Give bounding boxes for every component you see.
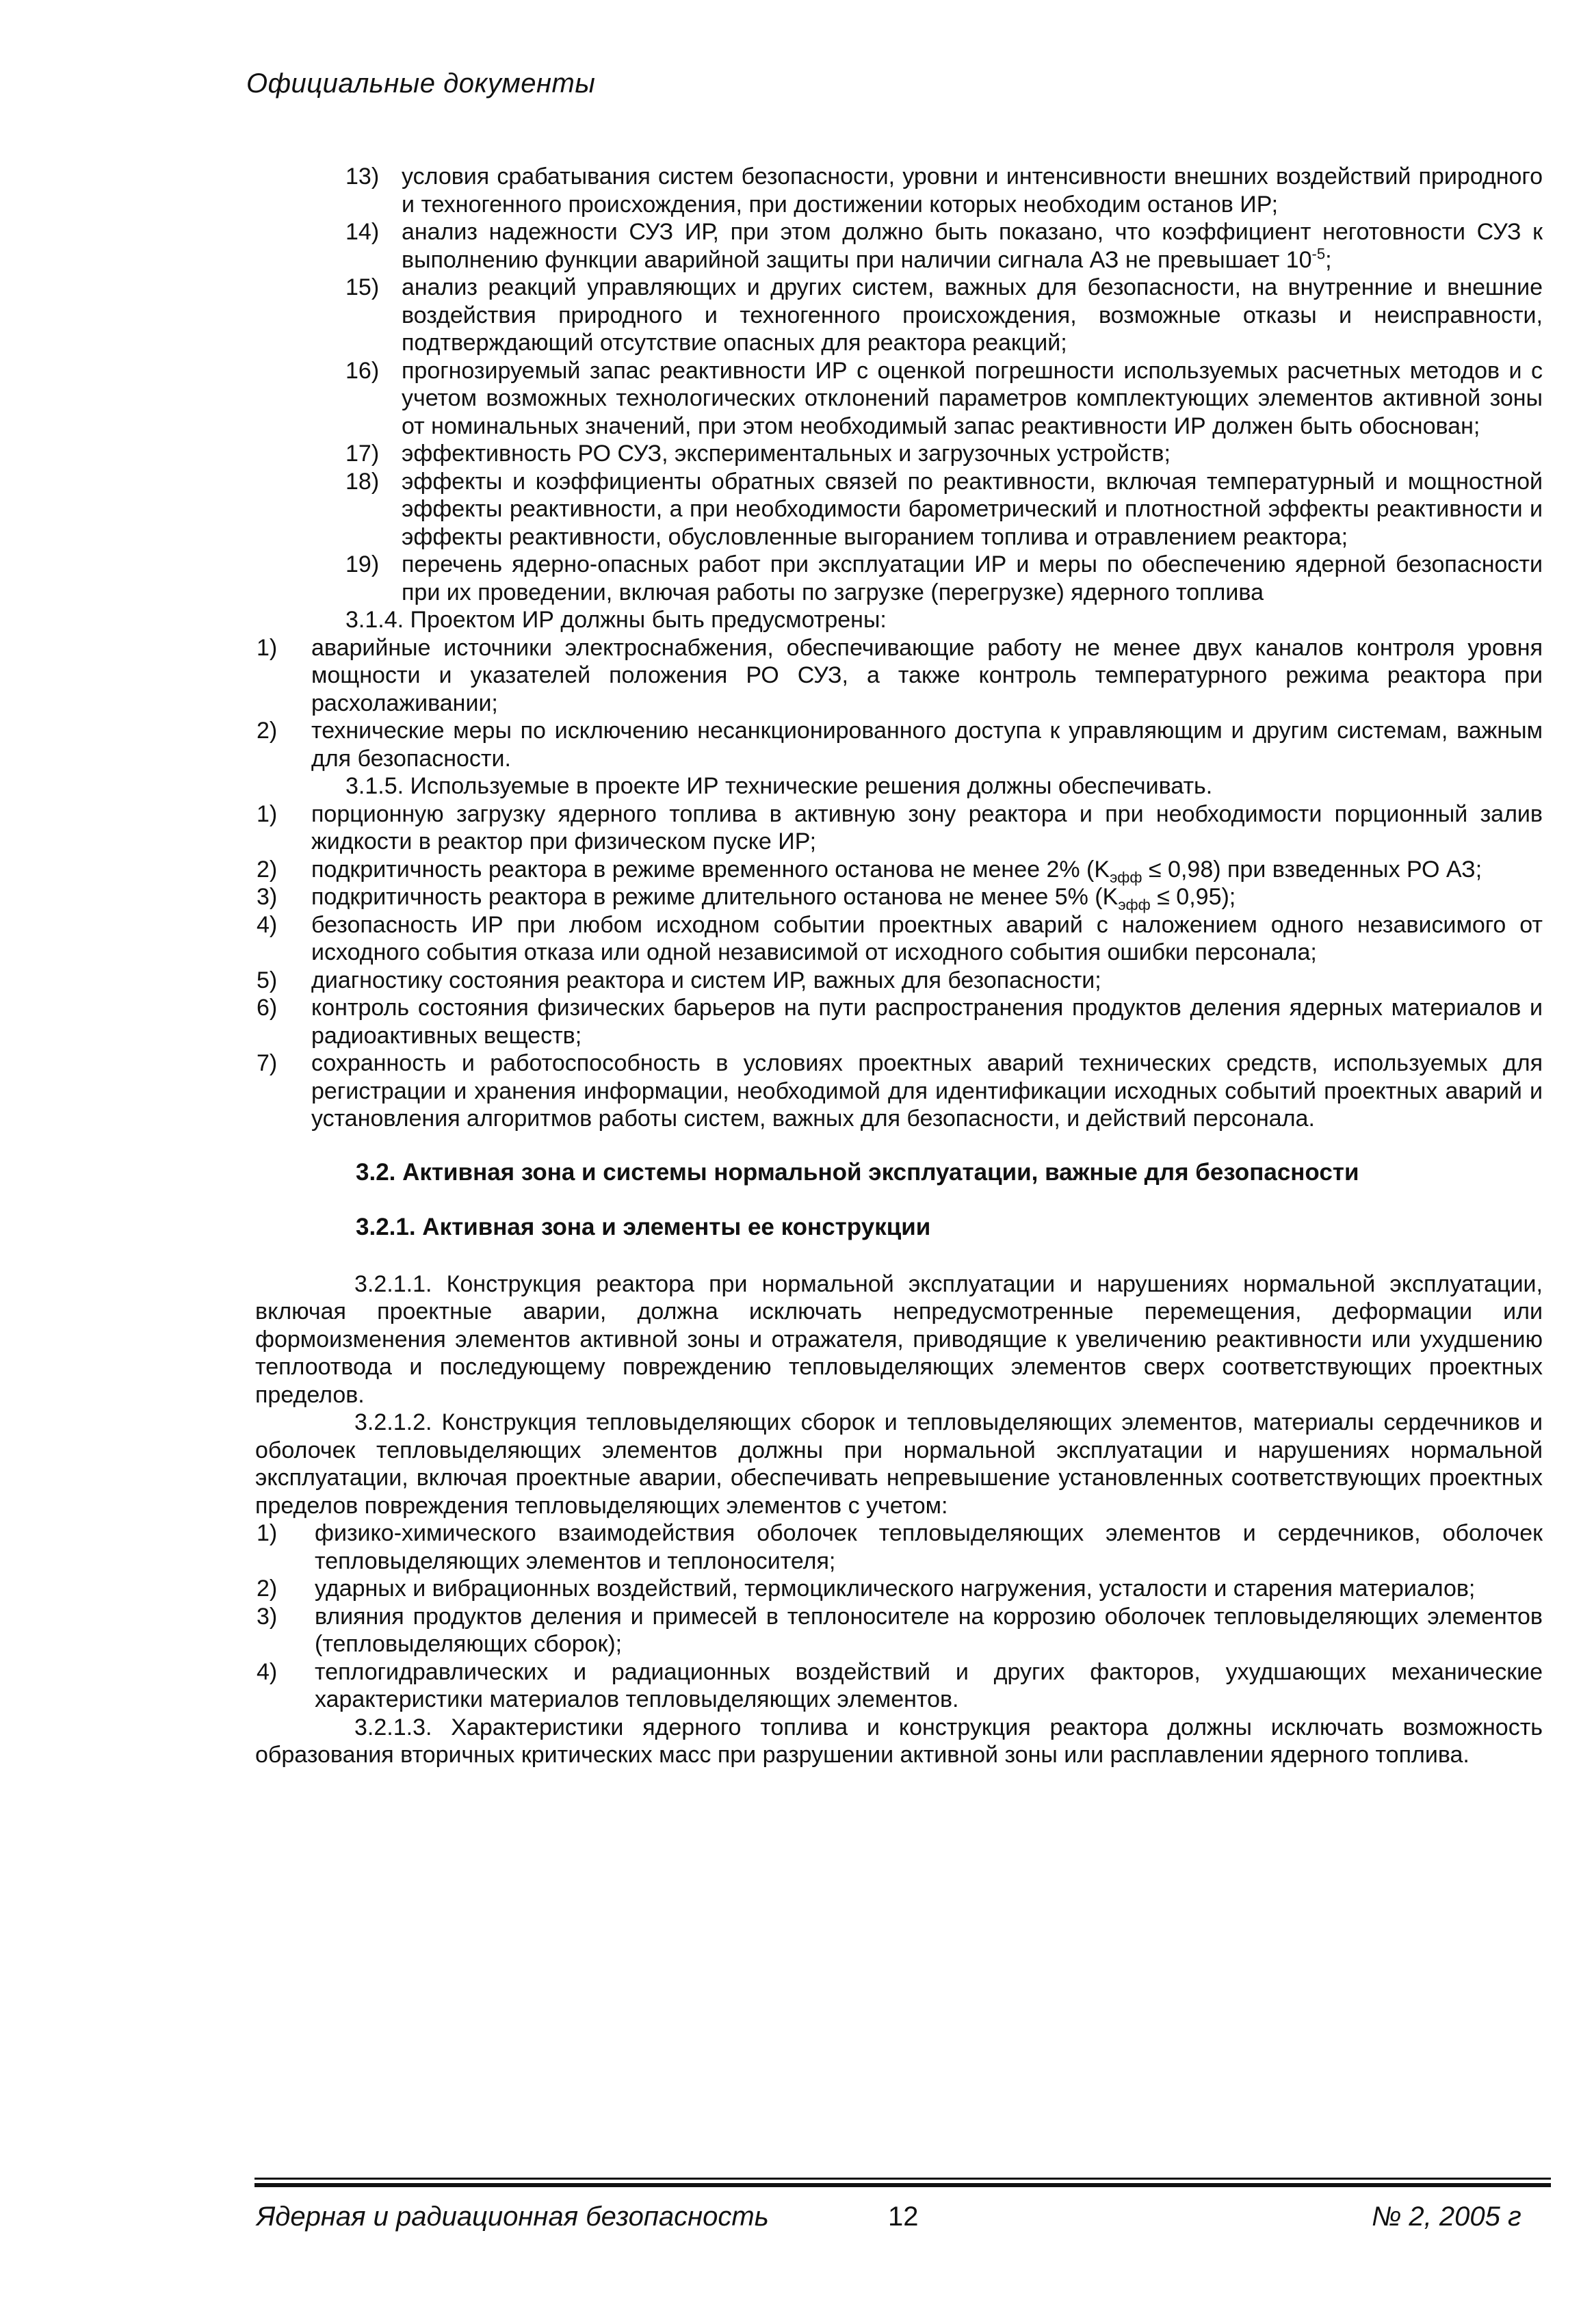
list-item: [257, 163, 1543, 218]
list-number: 4): [257, 1658, 278, 1685]
paragraph-3-2-1-2: 3.2.1.2. Конструкция тепловыделяющих сборок и тепловыделяющих элементов, материалы сердечников и оболочек тепловыделяющих элементов должны при нормальной эксплуатации и нарушениях нормальной эксплуатации, включая проектные аварии, обеспечивать непревышение установленных соответствующих проектных пределов повреждения тепловыделяющих элементов с учетом:: [255, 1409, 1543, 1519]
list-text: физико-химического взаимодействия оболочек тепловыделяющих элементов и сердечников, оболочек тепловыделяющих элементов и теплоносителя;: [315, 1520, 1543, 1574]
list-item: [164, 994, 1543, 1049]
list-item: [164, 1049, 1543, 1133]
list-item: [164, 911, 1543, 967]
footer-rule-thin: [254, 2178, 1551, 2180]
list-item: [257, 218, 1543, 274]
list-number: 1): [257, 800, 278, 827]
list-item: [154, 1658, 1543, 1714]
list-number: 1): [257, 634, 278, 661]
paragraph-3-2-1-1: 3.2.1.1. Конструкция реактора при нормальной эксплуатации и нарушениях нормальной эксплуатации, включая проектные аварии, должна исключать непредусмотренные перемещения, деформации или формоизменения элементов активной зоны и отражателя, приводящие к увеличению реактивности или ухудшению теплоотвода и последующему повреждению тепловыделяющих элементов сверх соответствующих проектных пределов.: [255, 1270, 1543, 1408]
list-item: [257, 468, 1543, 551]
list-number: 7): [257, 1050, 278, 1076]
list-number: 2): [257, 856, 278, 883]
list-text: эффективность РО СУЗ, экспериментальных и загрузочных устройств;: [402, 441, 1171, 467]
footer-rule-thick: [254, 2183, 1551, 2187]
list-text: анализ реакций управляющих и других систем, важных для безопасности, на внутренние и внешние воздействия природного и техногенного происхождения, возможные отказы и неисправности, подтверждающий отсутствие опасных для реактора реакций;: [402, 274, 1543, 356]
list-number: 5): [257, 967, 278, 993]
list-number: 3): [257, 884, 278, 910]
list-number: 1): [257, 1520, 278, 1546]
list-text: диагностику состояния реактора и систем ИР, важных для безопасности;: [311, 967, 1101, 993]
section-heading-3-2-1: 3.2.1. Активная зона и элементы ее конструкции: [356, 1214, 931, 1240]
list-number: 17): [345, 441, 380, 467]
list-number: 16): [345, 357, 380, 384]
list-item: [257, 357, 1543, 441]
list-item: [164, 634, 1543, 718]
list-item: [164, 856, 1543, 884]
list-item: [154, 1575, 1543, 1603]
list-item: [164, 800, 1543, 856]
list-text: эффекты и коэффициенты обратных связей по реактивности, включая температурный и мощностной эффекты реактивности, а при необходимости барометрический и плотностной эффекты реактивности и эффекты реактивности, обусловленные выгоранием топлива и отравлением реактора;: [402, 468, 1543, 550]
list-number: 2): [257, 1576, 278, 1602]
list-text: безопасность ИР при любом исходном событии проектных аварий с наложением одного независимого от исходного события отказа или одной независимой от исходного события ошибки персонала;: [311, 911, 1543, 965]
list-number: 4): [257, 911, 278, 938]
list-text: теплогидравлических и радиационных воздействий и других факторов, ухудшающих механические характеристики материалов тепловыделяющих элементов.: [315, 1658, 1543, 1712]
list-number: 18): [345, 468, 380, 495]
list-text: контроль состояния физических барьеров на пути распространения продуктов деления ядерных материалов и радиоактивных веществ;: [311, 995, 1543, 1049]
list-item: [257, 274, 1543, 357]
subscript: эфф: [1118, 896, 1151, 913]
list-item: [154, 1519, 1543, 1575]
footer-page-number: 12: [888, 2202, 919, 2232]
list-number: 6): [257, 995, 278, 1021]
section-heading-3-2: 3.2. Активная зона и системы нормальной эксплуатации, важные для безопасности: [356, 1158, 1359, 1186]
footer-issue: № 2, 2005 г: [1372, 2202, 1521, 2232]
list-item: [164, 967, 1543, 995]
list-text: [311, 883, 1543, 911]
superscript: -5: [1311, 245, 1326, 263]
list-text: перечень ядерно-опасных работ при эксплуатации ИР и меры по обеспечению ядерной безопасности при их проведении, включая работы по загрузке (перегрузке) ядерного топлива: [402, 551, 1543, 605]
list-text: [402, 218, 1543, 274]
subscript: эфф: [1110, 868, 1142, 886]
list-item: [257, 440, 1543, 468]
list-text: условия срабатывания систем безопасности, уровни и интенсивности внешних воздействий природного и техногенного происхождения, при достижении которых необходим останов ИР;: [402, 164, 1543, 218]
list-text: сохранность и работоспособность в условиях проектных аварий технических средств, используемых для регистрации и хранения информации, необходимой для идентификации исходных событий проектных аварий и установления алгоритмов работы систем, важных для безопасности, и действий персонала.: [311, 1050, 1543, 1132]
list-text: порционную загрузку ядерного топлива в активную зону реактора и при необходимости порционный залив жидкости в реактор при физическом пуске ИР;: [311, 800, 1543, 854]
section-3-1-5-intro: 3.1.5. Используемые в проекте ИР технические решения должны обеспечивать.: [345, 773, 1213, 799]
list-number: 3): [257, 1603, 278, 1630]
page-header: Официальные документы: [246, 68, 596, 99]
list-item: [257, 551, 1543, 606]
list-text: [311, 856, 1543, 884]
document-body: [257, 163, 1543, 1769]
text-segment: подкритичность реактора в режиме длительного останова не менее 5% (K: [311, 884, 1119, 910]
text-segment: ≤ 0,98) при взведенных РО АЗ;: [1142, 856, 1482, 883]
text-segment: ;: [1325, 246, 1332, 273]
list-number: 2): [257, 718, 278, 744]
list-number: 14): [345, 219, 380, 245]
text-segment: ≤ 0,95);: [1150, 884, 1236, 910]
list-number: 13): [345, 164, 380, 190]
list-text: аварийные источники электроснабжения, обеспечивающие работу не менее двух каналов контроля уровня мощности и указателей положения РО СУЗ, а также контроль температурного режима реактора при расхолаживании;: [311, 634, 1543, 716]
section-3-1-4-intro: 3.1.4. Проектом ИР должны быть предусмотрены:: [345, 607, 887, 633]
list-item: [154, 1603, 1543, 1658]
list-number: 19): [345, 551, 380, 577]
text-segment: подкритичность реактора в режиме временного останова не менее 2% (K: [311, 856, 1110, 883]
list-text: прогнозируемый запас реактивности ИР с оценкой погрешности используемых расчетных методов и с учетом возможных технологических отклонений параметров комплектующих элементов активной зоны от номинальных значений, при этом необходимый запас реактивности ИР должен быть обоснован;: [402, 357, 1543, 439]
list-item: [164, 717, 1543, 772]
list-text: ударных и вибрационных воздействий, термоциклического нагружения, усталости и старения материалов;: [315, 1576, 1476, 1602]
list-item: [164, 883, 1543, 911]
paragraph-3-2-1-3: 3.2.1.3. Характеристики ядерного топлива и конструкция реактора должны исключать возможность образования вторичных критических масс при разрушении активной зоны или расплавлении ядерного топлива.: [255, 1714, 1543, 1768]
footer-journal-name: Ядерная и радиационная безопасность: [257, 2202, 769, 2232]
list-text: технические меры по исключению несанкционированного доступа к управляющим и другим системам, важным для безопасности.: [311, 718, 1543, 772]
list-number: 15): [345, 274, 380, 300]
list-text: влияния продуктов деления и примесей в теплоносителе на коррозию оболочек тепловыделяющих элементов (тепловыделяющих сборок);: [315, 1603, 1543, 1657]
text-segment: анализ надежности СУЗ ИР, при этом должно быть показано, что коэффициент неготовности СУЗ к выполнению функции аварийной защиты при наличии сигнала АЗ не превышает 10: [402, 219, 1543, 273]
